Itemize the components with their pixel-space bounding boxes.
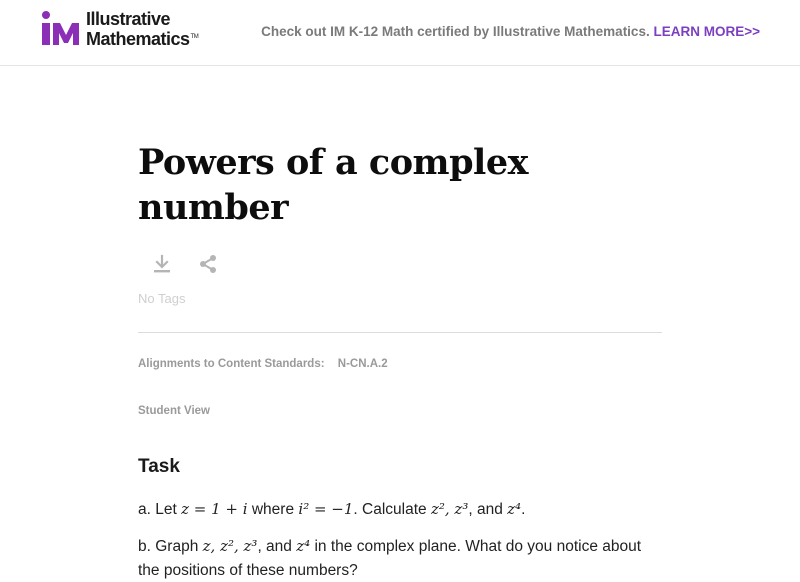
task-heading: Task bbox=[138, 456, 180, 477]
site-header bbox=[0, 0, 800, 66]
student-view-link[interactable]: Student View bbox=[138, 405, 210, 417]
im-logo[interactable] bbox=[40, 10, 198, 48]
trademark: TM bbox=[190, 34, 199, 40]
power-z4: z⁴ bbox=[507, 500, 522, 518]
part-a-prefix: a. Let bbox=[138, 501, 177, 518]
part-a-and: , and bbox=[468, 501, 503, 518]
tags-label: No Tags bbox=[138, 291, 186, 306]
powers-z-z2-z3: z, z², z³ bbox=[202, 537, 258, 555]
share-icon bbox=[198, 254, 218, 274]
equation-z: z = 1 + i bbox=[181, 500, 248, 518]
m-glyph-icon bbox=[53, 23, 79, 45]
section-divider bbox=[138, 332, 662, 333]
learn-more-link[interactable]: LEARN MORE>> bbox=[653, 24, 760, 39]
download-button[interactable] bbox=[152, 254, 172, 274]
power-z4-b: z⁴ bbox=[296, 537, 311, 555]
part-b-prefix: b. Graph bbox=[138, 538, 199, 555]
part-a-calc: . Calculate bbox=[353, 501, 427, 518]
powers-z2-z3: z², z³ bbox=[430, 500, 469, 518]
task-part-b bbox=[138, 534, 662, 582]
download-icon bbox=[152, 254, 172, 274]
task-part-a bbox=[138, 497, 662, 522]
promo-text: Check out IM K-12 Math certified by Illustrative Mathematics. bbox=[261, 24, 650, 39]
logo-line-2 bbox=[86, 28, 198, 48]
alignments-label: Alignments to Content Standards: bbox=[138, 358, 325, 370]
standard-link[interactable]: N-CN.A.2 bbox=[337, 358, 388, 370]
logo-line-2-text: Mathematics bbox=[86, 29, 190, 49]
promo-banner bbox=[261, 24, 760, 39]
share-button[interactable] bbox=[198, 254, 218, 274]
im-logo-mark-icon bbox=[40, 11, 82, 47]
equation-i: i² = −1 bbox=[298, 500, 354, 518]
page-title: Powers of a complex number bbox=[138, 142, 528, 228]
logo-line-1: Illustrative bbox=[86, 9, 171, 29]
part-b-and: , and bbox=[257, 538, 292, 555]
part-a-where: where bbox=[251, 501, 295, 518]
part-b-rest: in the complex plane. What do you notice about the positions of these numbers? bbox=[138, 538, 642, 579]
part-a-end: . bbox=[521, 501, 526, 518]
logo-wordmark bbox=[86, 10, 198, 48]
task-actions bbox=[152, 254, 218, 274]
alignments bbox=[138, 358, 388, 370]
